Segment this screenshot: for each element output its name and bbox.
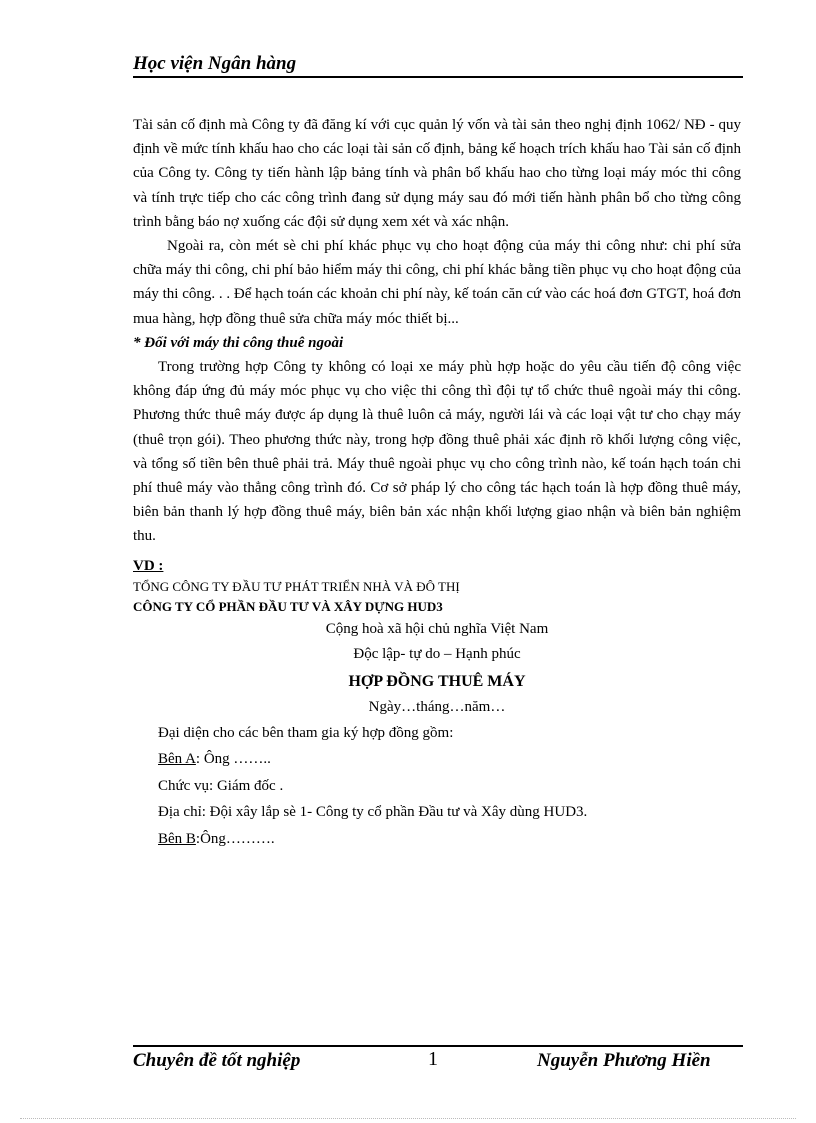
example-label: VD : xyxy=(133,557,164,574)
paragraph-rental: Trong trường hợp Công ty không có loại xe máy phù hợp hoặc do yêu cầu tiến độ công việc không đáp ứng đủ máy móc phục vụ cho việc thi công thì đội tự tổ chức thuê ngoài máy thi công. Phương thức thuê máy được áp dụng là thuê luôn cả máy, người lái và các loại vật tư cho chạy máy (thuê trọn gói). Theo phương thức này, trong hợp đồng thuê phải xác định rõ khối lượng công việc, và tổng số tiền bên thuê phải trả. Máy thuê ngoài phục vụ cho công trình nào, kế toán hạch toán chi phí thuê máy vào thẳng công trình đó. Cơ sở pháp lý cho công tác hạch toán là hợp đồng thuê máy, biên bản thanh lý hợp đồng thuê máy, biên bản xác nhận khối lượng giao nhận và biên bản nghiệm thu. xyxy=(133,359,741,545)
page-number: 1 xyxy=(428,1048,438,1070)
parent-company-name: TỔNG CÔNG TY ĐẦU TƯ PHÁT TRIỂN NHÀ VÀ ĐÔ THỊ xyxy=(133,578,460,594)
page-edge-dots xyxy=(20,1118,796,1119)
party-b-label: Bên B xyxy=(158,830,196,847)
national-motto: Cộng hoà xã hội chủ nghĩa Việt Nam xyxy=(325,620,549,637)
contract-date: Ngày…tháng…năm… xyxy=(368,698,506,715)
party-a-value: : Ông …….. xyxy=(195,751,271,768)
address-line: Địa chỉ: Đội xây lắp sè 1- Công ty cổ phần Đầu tư và Xây dùng HUD3. xyxy=(158,804,588,821)
paragraph-fixed-assets: Tài sản cố định mà Công ty đã đăng kí với cục quản lý vốn và tài sản theo nghị định 1062/ NĐ - quy định về mức tính khấu hao cho các loại tài sản cố định, bảng kế hoạch trích khấu hao Tài sản cố định của Công ty. Công ty tiến hành lập bảng tính và phân bổ khấu hao cho từng loại máy móc thi công và tính trực tiếp cho các công trình đang sử dụng máy sau đó mới tiến hành phân bổ cho từng công trình bằng báo nợ xuống các đội sử dụng xem xét và xác nhận. xyxy=(133,117,741,230)
running-header: Học viện Ngân hàng xyxy=(133,53,297,74)
page-body xyxy=(133,113,741,852)
party-b-value: :Ông………. xyxy=(195,830,275,847)
paragraph-other-costs: Ngoài ra, còn mét sè chi phí khác phục vụ cho hoạt động của máy thi công như: chi phí sửa chữa máy thi công, chi phí bảo hiểm máy thi công, chi phí khác bằng tiền phục vụ cho hoạt động của máy thi công. . . Để hạch toán các khoản chi phí này, kế toán căn cứ vào các hoá đơn GTGT, hoá đơn mua hàng, hợp đồng thuê sửa chữa máy móc thiết bị... xyxy=(133,238,741,327)
footer-left: Chuyên đề tốt nghiệp xyxy=(133,1050,301,1071)
contract-title: HỢP ĐỒNG THUÊ MÁY xyxy=(348,672,526,690)
footer-rule xyxy=(133,1045,743,1047)
position-line: Chức vụ: Giám đốc . xyxy=(158,777,284,794)
representatives-line: Đại diện cho các bên tham gia ký hợp đồng gồm: xyxy=(158,724,454,741)
party-a-label: Bên A xyxy=(158,751,196,768)
company-name: CÔNG TY CỔ PHẦN ĐẦU TƯ VÀ XÂY DỰNG HUD3 xyxy=(133,598,443,614)
header-rule xyxy=(133,76,743,78)
national-slogan: Độc lập- tự do – Hạnh phúc xyxy=(353,645,521,662)
party-a-line xyxy=(133,746,741,773)
party-b-line xyxy=(133,826,741,853)
section-heading-rented-machines: * Đối với máy thi công thuê ngoài xyxy=(133,334,344,351)
footer-right: Nguyễn Phương Hiền xyxy=(537,1050,711,1071)
